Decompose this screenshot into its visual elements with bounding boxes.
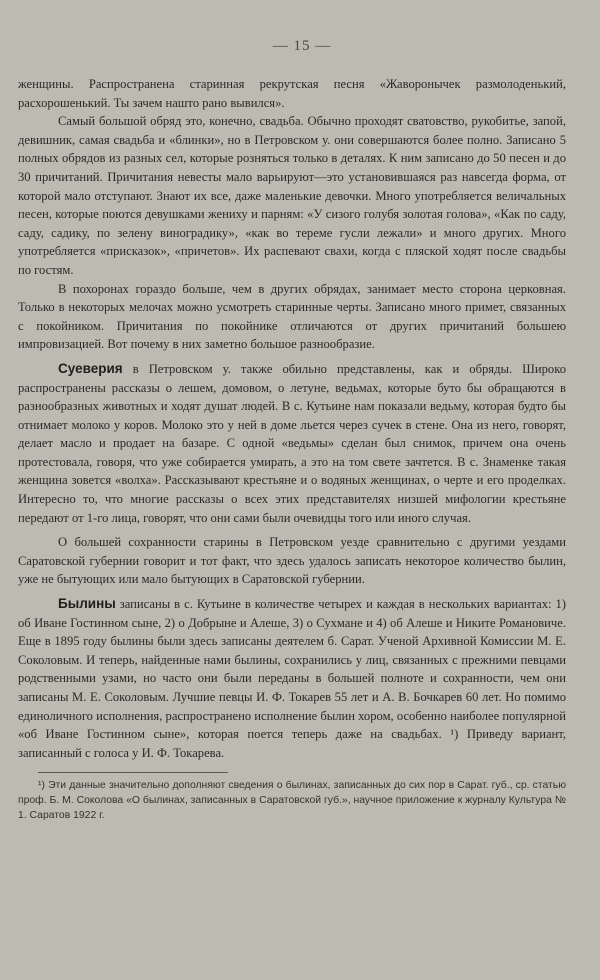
footnote-divider xyxy=(38,772,228,773)
paragraph-wedding: Самый большой обряд это, конечно, свадьба. Обычно проходят сватовство, рукобитье, запой, девишник, самая свадьба и «блинки», но в Петровском у. они совершаются более полно. Записано 5 полных обрядов из разных сел, которые розняться только в деталях. К ним записано до 50 песен и до 30 причитаний. Причитания невесты мало варьируют—это установившаяся раз навсегда форма, от которой мало отступают. Знают их все, даже маленькие девочки. Много употребляется величальных песен, которые поются девушками жениху и парням: «У сизого голубя золотая голова», «Как по саду, саду, садику, по зелену виноградику», «как во тереме гусли лежали» и много других. Много употребляется «присказок», «причетов». Их распевают свахи, когда с пляской ходят после свадьбы по гостям. xyxy=(18,114,566,277)
footnote-text: ¹) Эти данные значительно дополняют сведения о былинах, записанных до сих пор в Сарат. губ., ср. статью проф. Б. М. Соколова «О былинах, записанных в Саратовской губ.», научное приложение к журналу Культура № 1. Саратов 1922 г. xyxy=(18,780,566,821)
footnote xyxy=(18,779,566,823)
paragraph-byliny-text: записаны в с. Кутьине в количестве четырех и каждая в нескольких вариантах: 1) об Иване Гостинном сыне, 2) о Добрыне и Алеше, 3) о Сухмане и 4) об Алеше и Никите Романовиче. Еще в 1895 году былины были здесь записаны деятелем б. Сарат. Ученой Архивной Комиссии М. Е. Соколовым. И теперь, найденные нами былины, сохранились у лиц, связанных с прежними певцами родственными узами, но часто они были переданы в большей полноте и сохранности, чем они записаны М. Е. Соколовым. Лучшие певцы И. Ф. Токарев 55 лет и А. В. Бочкарев 60 лет. Но помимо единоличного исполнения, распространено исполнение былин хором, особенно наиболее популярной «об Иване Гостинном сыне», которая поется теперь даже на свадьбах. ¹) Приведу вариант, записанный с голоса у И. Ф. Токарева. xyxy=(18,597,566,760)
paragraph-funerals: В похоронах гораздо больше, чем в других обрядах, занимает место сторона церковная. Только в некоторых мелочах можно усмотреть старинные черты. Записано много примет, связанных с покойником. Причитания по покойнике отличаются от других причитаний большею импровизацией. Вот почему в них заметно большое разнообразие. xyxy=(18,281,566,352)
body-text xyxy=(18,75,566,762)
paragraph-preservation: О большей сохранности старины в Петровском уезде сравнительно с другими уездами Саратовской губернии говорит и тот факт, что здесь удалось записать некоторое количество былин, уже не бытующих или мало бытующих в Саратовской губернии. xyxy=(18,535,566,587)
paragraph-superstitions xyxy=(18,360,566,527)
page-number: — 15 — xyxy=(272,38,332,54)
paragraph-superstitions-text: в Петровском у. также обильно представлены, как и обряды. Широко распространены рассказы о лешем, домовом, о летуне, ведьмах, которые буто бы обращаются в разнообразных животных и ходят душат людей. В с. Кутьине нам показали ведьму, которая будто бы отнимает молоко у коров. Молоко это у ней в доме льется через сучек в стене. Она из него, говорят, делает масло и продает на базаре. С одной «ведьмы» сделан был снимок, причем она очень протестовала, говоря, что уже собирается умирать, а это на том свете зачтется. В с. Знаменке такая женщина зовется «волха». Рассказывают крестьяне и о водяных женщинах, о черте и его проделках. Интересно то, что многие рассказы о всех этих представителях низшей мифологии крестьяне передают от 1-го лица, говорят, что они сами были очевидцы того или иного случая. xyxy=(18,361,566,525)
paragraph-continuation: женщины. Распространена старинная рекрутская песня «Жаворонычек размолоденький, расхорошенький. Ты зачем нашто рано вывился». xyxy=(18,77,566,110)
paragraph-byliny xyxy=(18,595,566,762)
lead-word-superstitions: Суеверия xyxy=(58,360,123,376)
lead-word-byliny: Былины xyxy=(58,596,116,612)
